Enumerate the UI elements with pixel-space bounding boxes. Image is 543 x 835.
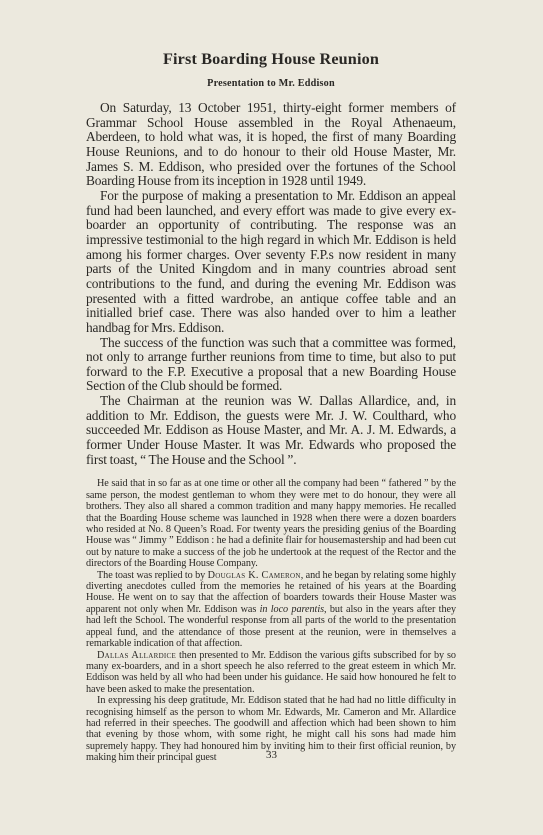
small-paragraph: He said that in so far as at one time or other all the company had been “ fathered ” by the same person, the modest gentleman to whom they were met to do honour, they were all brothers. They also all shared a common tradition and many happy memories. He recalled that the Boarding House scheme was launched in 1928 when there were a dozen boarders who resided at No. 8 Queen’s Road. For twenty years the presiding genius of the Boarding House was “ Jimmy ” Eddison : he had a definite flair for housemastership and had been cut out by nature to make a success of the job he undertook at the request of the Rector and the directors of the Boarding House Company. — [86, 478, 456, 570]
paragraph: The success of the function was such that a committee was formed, not only to arrange further reunions from time to time, but also to put forward to the F.P. Executive a proposal that a new Boarding House Section of the Club should be formed. — [86, 334, 456, 394]
main-text — [86, 101, 456, 467]
report-text — [86, 478, 456, 763]
text-run: The toast was replied to by — [97, 569, 208, 581]
text-run: , but also in the years after they had left the School. The wonderful response from all parts of the world to the presentation appeal fund, and the attendance of those present at the reunion, were in themselves a remarkable indication of that affection. — [86, 603, 456, 650]
small-paragraph: In expressing his deep gratitude, Mr. Eddison stated that he had had no little difficulty in recognising himself as the person to whom Mr. Edwards, Mr. Cameron and Mr. Allardice had referred in their speeches. The goodwill and affection which had been shown to him that evening by those whom, with some right, he might call his sons had made him supremely happy. They had honoured him by inviting him to their first official reunion, by making him their principal guest — [86, 695, 456, 764]
paragraph: The Chairman at the reunion was W. Dallas Allardice, and, in addition to Mr. Eddison, the guests were Mr. J. W. Coulthard, who succeeded Mr. Eddison as House Master, and Mr. A. J. M. Edwards, a former Under House Master. It was Mr. Edwards who proposed the first toast, “ The House and the School ”. — [86, 393, 456, 467]
text-run: then presented to Mr. Eddison the various gifts subscribed for by so many ex-boarders, and in a short speech he also referred to the great esteem in which Mr. Eddison was held by all who had been under his guidance. He said how honoured he felt to have been asked to make the presentation. — [86, 649, 456, 695]
page-number: 33 — [266, 749, 277, 761]
speaker-name: Dallas Allardice — [97, 649, 177, 661]
paragraph: On Saturday, 13 October 1951, thirty-eight former members of Grammar School House assembled in the Royal Athenaeum, Aberdeen, to hold what was, it is hoped, the first of many Boarding House Reunions, and to do honour to their old House Master, Mr. James S. M. Eddison, who presided over the fortunes of the School Boarding House from its inception in 1928 until 1949. — [86, 100, 456, 189]
text-run: , and he began by relating some highly diverting anecdotes culled from the memories he retained of his years at the Boarding House. He went on to say that the affection of boarders towards their House Master was apparent not only when Mr. Eddison was — [86, 569, 456, 615]
latin-phrase: in loco parentis — [259, 603, 325, 615]
small-paragraph — [86, 650, 456, 696]
paragraph: For the purpose of making a presentation to Mr. Eddison an appeal fund had been launched, and every effort was made to give every ex-boarder an opportunity of contributing. The response was an impressive testimonial to the high regard in which Mr. Eddison is held among his former charges. Over seventy F.P.s now resident in many parts of the United Kingdom and in many countries abroad sent contributions to the fund, and during the evening Mr. Eddison was presented with a fitted wardrobe, an antique coffee table and an initialled brief case. There was also handed over to him a leather handbag for Mrs. Eddison. — [86, 187, 456, 335]
small-paragraph — [86, 570, 456, 650]
article-subtitle: Presentation to Mr. Eddison — [207, 78, 335, 89]
speaker-name: Douglas K. Cameron — [207, 569, 301, 581]
article-title: First Boarding House Reunion — [162, 50, 379, 68]
